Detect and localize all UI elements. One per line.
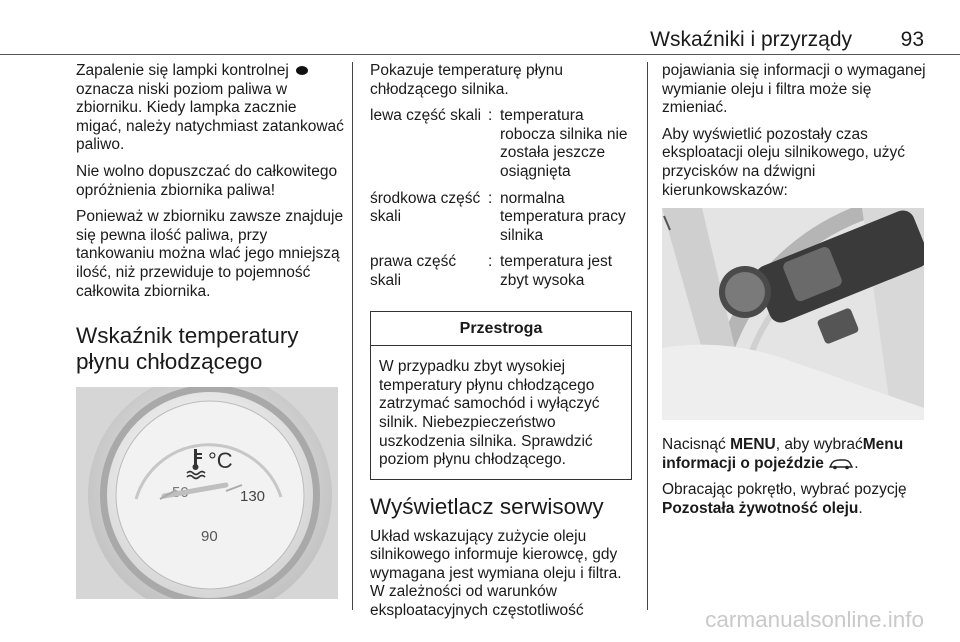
- column-2: [370, 62, 632, 629]
- column-1: [76, 62, 346, 599]
- def-separator: :: [488, 189, 493, 207]
- caution-box: [370, 311, 632, 480]
- def-separator: :: [488, 253, 493, 271]
- page-number: 93: [900, 28, 924, 51]
- def-term: prawa część skali: [370, 253, 457, 289]
- def-description: temperatura robocza silnika nie została jeszcze osiągnięta: [500, 107, 628, 180]
- oil-life-instruction: Aby wyświetlić pozostały czas eksploatacji oleju silnikowego, użyć przycisków na dźwigni kierunkowskazów:: [662, 125, 905, 199]
- column-3: [662, 62, 926, 527]
- scale-definition-list: [370, 107, 632, 298]
- empty-tank-paragraph: Nie wolno dopuszczać do całkowitego opróżnienia zbiornika paliwa!: [76, 162, 338, 199]
- service-display-heading: Wyświetlacz serwisowy: [370, 493, 604, 519]
- column-divider: [352, 62, 353, 610]
- service-display-text: Układ wskazujący zużycie oleju silnikowego informuje kierowcę, gdy wymagana jest wymiana oleju i filtra. W zależności od warunków eksploatacyjnych częstotliwość: [370, 527, 622, 620]
- menu-button-label: MENU: [730, 436, 776, 454]
- def-separator: :: [488, 107, 493, 125]
- column-divider: [647, 62, 648, 610]
- def-description: normalna temperatura pracy silnika: [500, 189, 626, 244]
- caution-title: Przestroga: [371, 312, 631, 347]
- coolant-heading: Wskaźnik temperatury płynu chłodzącego: [76, 323, 299, 375]
- def-term: środkowa część skali: [370, 189, 481, 226]
- def-term: lewa część skali: [370, 107, 482, 125]
- caution-body: W przypadku zbyt wysokiej temperatury płynu chłodzącego zatrzymać samochód i wyłączyć silnik. Niebezpieczeństwo uszkodzenia silnika. Sprawdzić poziom płynu chłodzącego.: [379, 358, 600, 469]
- turn-signal-lever-image: [662, 208, 924, 420]
- remaining-oil-life-label: Pozostała żywotność oleju: [662, 499, 859, 517]
- coolant-gauge-image: [76, 387, 338, 599]
- gauge-mid-label: 90: [201, 528, 218, 546]
- tank-capacity-paragraph: Ponieważ w zbiorniku zawsze znajduje się pewna ilość paliwa, przy tankowaniu można wlać jego mniejszą ilość, niż przewiduje to pojemność całkowita zbiornika.: [76, 208, 344, 300]
- header-title: Wskaźniki i przyrządy: [650, 28, 852, 51]
- fuel-warning-lamp-icon: [296, 66, 308, 75]
- oil-info-paragraph: pojawiania się informacji o wymaganej wymianie oleju i filtra może się zmieniać.: [662, 62, 926, 117]
- vehicle-info-menu-label: Menu informacji o pojeździe: [662, 436, 904, 472]
- gauge-unit: °C: [208, 448, 233, 474]
- fuel-lamp-paragraph: Zapalenie się lampki kontrolnej oznacza niski poziom paliwa w zbiorniku. Kiedy lampka zacznie migać, należy natychmiast zatankować paliwo.: [76, 62, 344, 154]
- watermark: carmanualsonline.info: [705, 607, 924, 632]
- coolant-intro: Pokazuje temperaturę płynu chłodzącego silnika.: [370, 62, 564, 98]
- press-menu-paragraph: Nacisnąć MENU, aby wybraćMenu informacji o pojeździe .: [662, 436, 904, 472]
- select-remaining-oil-paragraph: Obracając pokrętło, wybrać pozycję Pozostała żywotność oleju.: [662, 481, 907, 517]
- car-icon: [828, 458, 854, 470]
- gauge-max-label: 130: [240, 488, 266, 506]
- def-description: temperatura jest zbyt wysoka: [500, 253, 612, 289]
- page-header: [0, 0, 960, 55]
